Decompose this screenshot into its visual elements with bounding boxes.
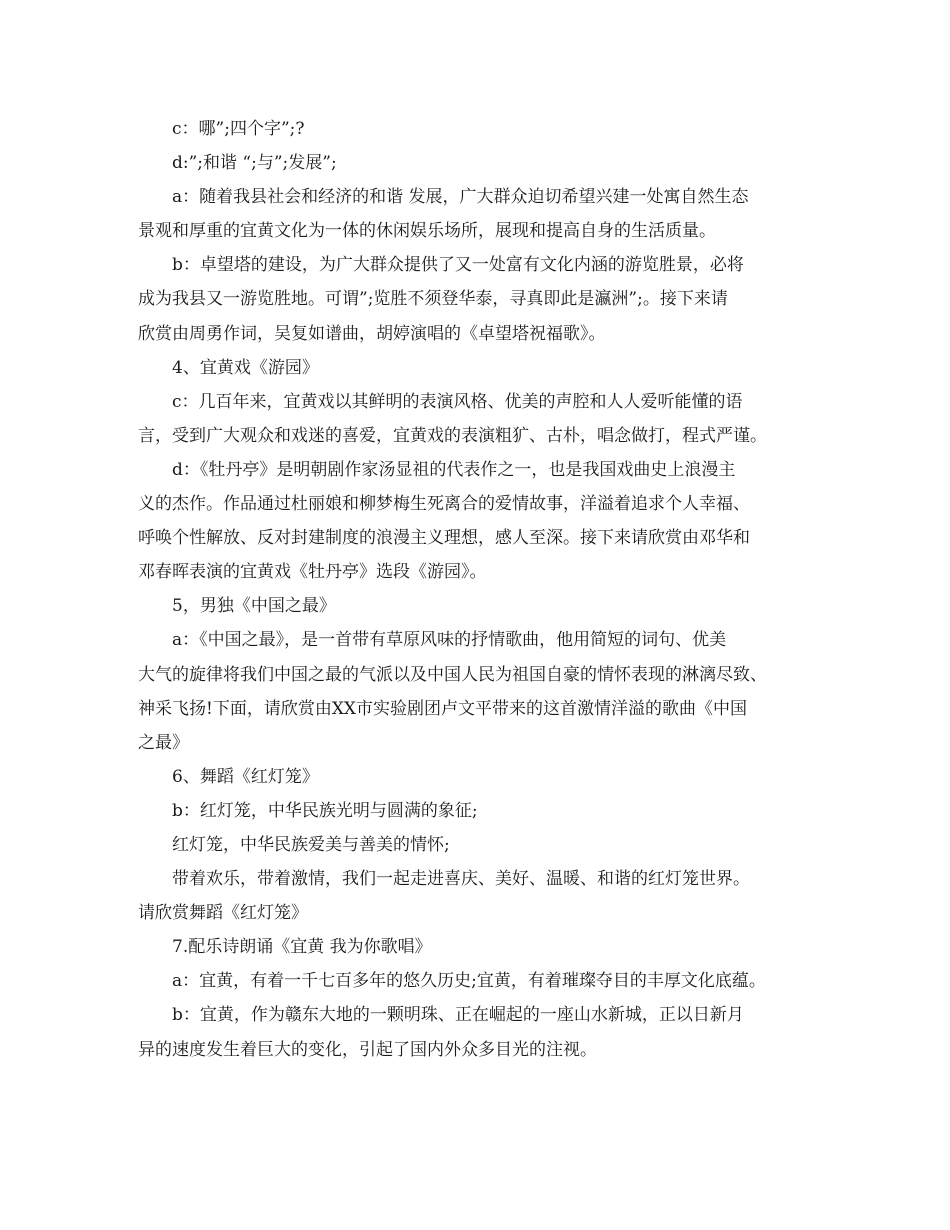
text-line: 异的速度发生着巨大的变化，引起了国内外众多目光的注视。 bbox=[138, 1039, 597, 1060]
text-line: b：卓望塔的建设，为广大群众提供了又一处富有文化内涵的游览胜景，必将 bbox=[172, 255, 744, 276]
paragraph bbox=[138, 453, 828, 589]
paragraph bbox=[138, 248, 828, 350]
text-line: 呼唤个性解放、反对封建制度的浪漫主义理想，感人至深。接下来请欣赏由邓华和 bbox=[138, 528, 750, 549]
text-line: 红灯笼，中华民族爱美与善美的情怀; bbox=[172, 834, 450, 855]
text-line: 大气的旋律将我们中国之最的气派以及中国人民为祖国自豪的情怀表现的淋漓尽致、 bbox=[138, 664, 767, 685]
paragraph bbox=[138, 794, 828, 828]
paragraph bbox=[138, 146, 828, 180]
text-line: 义的杰作。作品通过杜丽娘和柳梦梅生死离合的爱情故事，洋溢着追求个人幸福、 bbox=[138, 494, 750, 515]
document-body bbox=[138, 112, 828, 1067]
text-line: d：《牡丹亭》是明朝剧作家汤显祖的代表作之一，也是我国戏曲史上浪漫主 bbox=[172, 459, 736, 480]
paragraph bbox=[138, 760, 828, 794]
paragraph bbox=[138, 964, 828, 998]
text-line: d:”;和谐 “;与”;发展”; bbox=[172, 153, 337, 174]
paragraph bbox=[138, 589, 828, 623]
text-line: b：红灯笼，中华民族光明与圆满的象征; bbox=[172, 800, 478, 821]
paragraph bbox=[138, 385, 828, 453]
text-line: a：随着我县社会和经济的和谐 发展，广大群众迫切希望兴建一处寓自然生态 bbox=[172, 187, 749, 208]
text-line: c：哪”;四个字”;? bbox=[172, 119, 305, 139]
text-line: 欣赏由周勇作词，吴复如谱曲，胡婷演唱的《卓望塔祝福歌》。 bbox=[138, 323, 606, 344]
paragraph bbox=[138, 998, 828, 1066]
text-line: 4、宜黄戏《游园》 bbox=[172, 357, 319, 378]
text-line: c：几百年来，宜黄戏以其鲜明的表演风格、优美的声腔和人人爱听能懂的语 bbox=[172, 391, 743, 412]
text-line: 6、舞蹈《红灯笼》 bbox=[172, 766, 319, 787]
paragraph bbox=[138, 180, 828, 248]
paragraph bbox=[138, 623, 828, 759]
text-line: 带着欢乐，带着激情，我们一起走进喜庆、美好、温暖、和谐的红灯笼世界。 bbox=[172, 869, 750, 890]
paragraph bbox=[138, 112, 828, 146]
text-line: 神采飞扬!下面，请欣赏由XX市实验剧团卢文平带来的这首激情洋溢的歌曲《中国 bbox=[138, 698, 748, 719]
paragraph bbox=[138, 351, 828, 385]
text-line: 邓春晖表演的宜黄戏《牡丹亭》选段《游园》。 bbox=[138, 562, 487, 583]
text-line: a：《中国之最》，是一首带有草原风味的抒情歌曲，他用简短的词句、优美 bbox=[172, 630, 727, 651]
text-line: 7.配乐诗朗诵《宜黄 我为你歌唱》 bbox=[172, 937, 432, 958]
text-line: a：宜黄，有着一千七百多年的悠久历史;宜黄，有着璀璨夺目的丰厚文化底蕴。 bbox=[172, 971, 766, 992]
text-line: 请欣赏舞蹈《红灯笼》 bbox=[138, 903, 308, 924]
text-line: 之最》 bbox=[138, 732, 189, 753]
text-line: 言，受到广大观众和戏迷的喜爱，宜黄戏的表演粗犷、古朴，唱念做打，程式严谨。 bbox=[138, 425, 767, 446]
paragraph bbox=[138, 828, 828, 862]
text-line: b：宜黄，作为赣东大地的一颗明珠、正在崛起的一座山水新城，正以日新月 bbox=[172, 1005, 744, 1026]
paragraph bbox=[138, 862, 828, 930]
text-line: 成为我县又一游览胜地。可谓”;览胜不须登华泰，寻真即此是瀛洲”;。接下来请 bbox=[138, 289, 728, 310]
text-line: 5，男独《中国之最》 bbox=[172, 596, 336, 617]
paragraph bbox=[138, 930, 828, 964]
text-line: 景观和厚重的宜黄文化为一体的休闲娱乐场所，展现和提高自身的生活质量。 bbox=[138, 221, 716, 242]
